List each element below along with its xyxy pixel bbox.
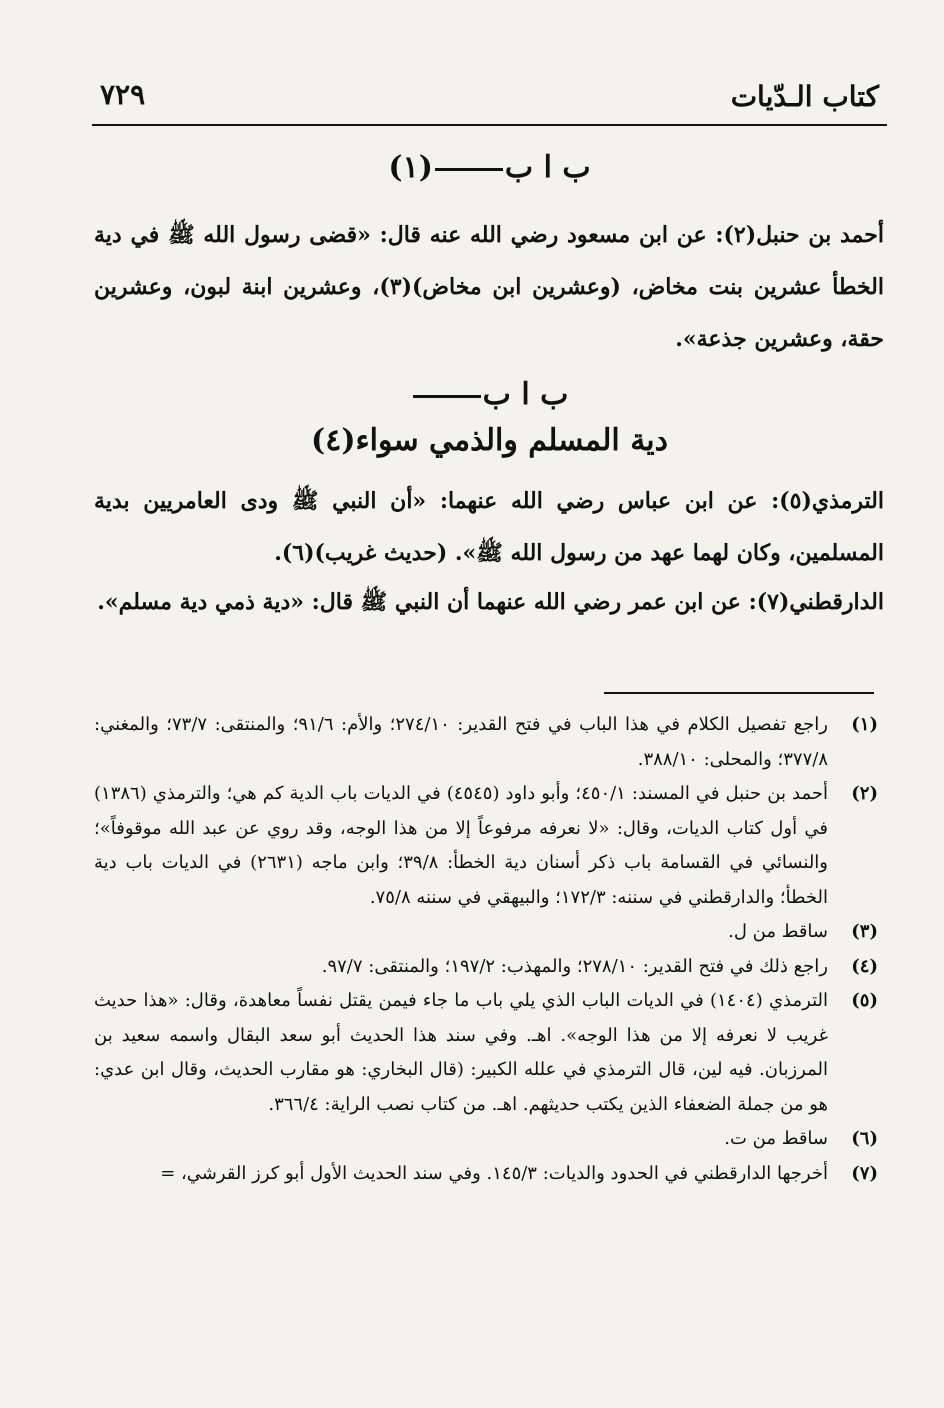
- footnote-number: (٣): [851, 921, 878, 942]
- footnote-text: أحمد بن حنبل في المسند: ٤٥٠/١؛ وأبو داود (٤٥٤٥) في الديات باب الدية كم هي؛ والترمذي (١٣٨٦) في أول كتاب الديات، وقال: «لا نعرفه مرفوعاً إلا من هذا الوجه، وقد روي عن عبد الله موقوفاً»؛ والنسائي في القسامة باب ذكر أسنان دية الخطأ: ٣٩/٨؛ وابن ماجه (٢٦٣١) في الديات باب دية الخطأ؛ والدارقطني في سننه: ١٧٢/٣؛ والبيهقي في سننه ٧٥/٨.: [94, 783, 828, 908]
- footnote-item: [94, 915, 878, 950]
- footnote-number: (٧): [851, 1162, 878, 1184]
- section-heading-note: (١): [388, 150, 433, 185]
- section-heading-2: [92, 377, 887, 412]
- footnote-item: [94, 984, 878, 1122]
- running-head: كتاب الـدّيات: [730, 80, 879, 113]
- footnote-text: ساقط من ت.: [724, 1128, 828, 1149]
- paragraph-ahmad: أحمد بن حنبل(٢): عن ابن مسعود رضي الله عنه قال: «قضى رسول الله ﷺ في دية الخطأ عشرين بنت مخاض، (وعشرين ابن مخاض)(٣)، وعشرين ابنة لبون، وعشرين حقة، وعشرين جذعة».: [94, 222, 884, 352]
- section-heading-1: [92, 150, 887, 185]
- footnote-text: راجع تفصيل الكلام في هذا الباب في فتح القدير: ٢٧٤/١٠؛ والأم: ٩١/٦؛ والمنتقى: ٧٣/٧؛ والمغني: ٣٧٧/٨؛ والمحلى: ٣٨٨/١٠.: [94, 714, 828, 770]
- footnotes-list: [94, 708, 878, 1191]
- footnote-separator: [604, 692, 874, 694]
- footnote-number: (٢): [851, 783, 878, 804]
- page-header: [92, 72, 887, 126]
- section-heading-label: ب ا ب: [482, 377, 569, 412]
- kashida-stroke: [413, 395, 481, 398]
- footnote-item: [94, 708, 878, 777]
- kashida-stroke: [435, 168, 503, 171]
- section-heading-label: ب ا ب: [504, 150, 591, 185]
- paragraph-tirmidhi: الترمذي(٥): عن ابن عباس رضي الله عنهما: «أن النبي ﷺ ودى العامريين بدية المسلمين، وكان لهما عهد من رسول الله ﷺ». (حديث غريب)(٦).: [94, 488, 884, 566]
- footnote-text: راجع ذلك في فتح القدير: ٢٧٨/١٠؛ والمهذب: ١٩٧/٢؛ والمنتقى: ٩٧/٧.: [321, 955, 828, 977]
- paragraph-daraqutni: الدارقطني(٧): عن ابن عمر رضي الله عنهما أن النبي ﷺ قال: «دية ذمي دية مسلم».: [97, 589, 884, 615]
- footnote-item: [94, 1122, 878, 1157]
- footnote-text: ساقط من ل.: [728, 921, 828, 942]
- section-subtitle: دية المسلم والذمي سواء(٤): [311, 423, 668, 458]
- footnote-text: أخرجها الدارقطني في الحدود والديات: ١٤٥/٣. وفي سند الحديث الأول أبو كرز القرشي، =: [160, 1162, 828, 1184]
- footnote-number: (٤): [851, 955, 878, 977]
- footnote-item: [94, 1157, 878, 1192]
- footnote-number: (١): [851, 714, 878, 735]
- page-number: ٧٢٩: [100, 78, 146, 111]
- footnote-number: (٥): [851, 990, 878, 1011]
- footnote-number: (٦): [851, 1128, 878, 1149]
- footnote-item: [94, 777, 878, 915]
- footnote-item: [94, 950, 878, 985]
- footnote-text: الترمذي (١٤٠٤) في الديات الباب الذي يلي باب ما جاء فيمن يقتل نفساً معاهدة، وقال: «هذا حديث غريب لا نعرفه إلا من هذا الوجه». اهـ. وفي سند هذا الحديث أبو سعد البقال واسمه سعيد بن المرزبان. فيه لين، قال الترمذي في علله الكبير: (قال البخاري: هو مقارب الحديث، وقال ابن عدي: هو من جملة الضعفاء الذين يكتب حديثهم. اهـ. من كتاب نصب الراية: ٣٦٦/٤.: [94, 990, 828, 1115]
